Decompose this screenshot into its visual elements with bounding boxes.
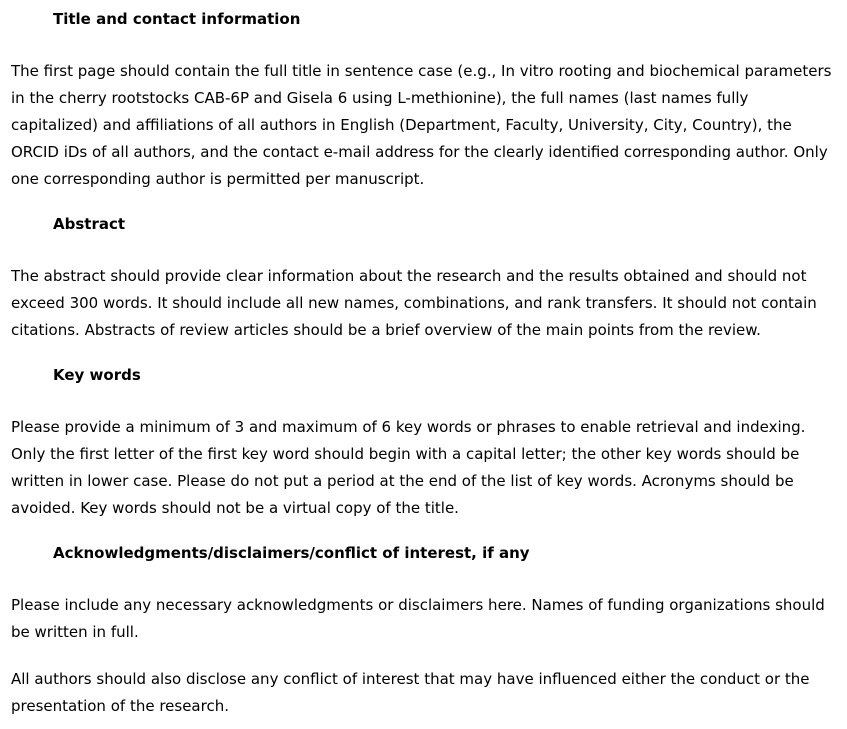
section-heading-key-words: Key words: [53, 366, 141, 384]
paragraph-acknowledgments: Please include any necessary acknowledgments or disclaimers here. Names of funding organizations should be written in full.: [11, 596, 825, 641]
paragraph-abstract: The abstract should provide clear information about the research and the results obtained and should not exceed 300 words. It should include all new names, combinations, and rank transfers. It should not contain citations. Abstracts of review articles should be a brief overview of the main points from the review.: [11, 267, 817, 339]
paragraph-key-words: Please provide a minimum of 3 and maximum of 6 key words or phrases to enable retrieval and indexing. Only the first letter of the first key word should begin with a capital letter; the other key words should be written in lower case. Please do not put a period at the end of the list of key words. Acronyms should be avoided. Key words should not be a virtual copy of the title.: [11, 418, 806, 517]
section-heading-acknowledgments: Acknowledgments/disclaimers/conflict of interest, if any: [53, 544, 530, 562]
section-heading-title-contact: Title and contact information: [53, 10, 301, 28]
paragraph-title-contact: The first page should contain the full title in sentence case (e.g., In vitro rooting and biochemical parameters in the cherry rootstocks CAB-6P and Gisela 6 using L-methionine), the full names (last names fully capitalized) and affiliations of all authors in English (Department, Faculty, University, City, Country), the ORCID iDs of all authors, and the contact e-mail address for the clearly identified corresponding author. Only one corresponding author is permitted per manuscript.: [11, 62, 832, 188]
paragraph-conflict-of-interest: All authors should also disclose any conflict of interest that may have influenced either the conduct or the presentation of the research.: [11, 670, 810, 715]
section-heading-abstract: Abstract: [53, 215, 126, 233]
